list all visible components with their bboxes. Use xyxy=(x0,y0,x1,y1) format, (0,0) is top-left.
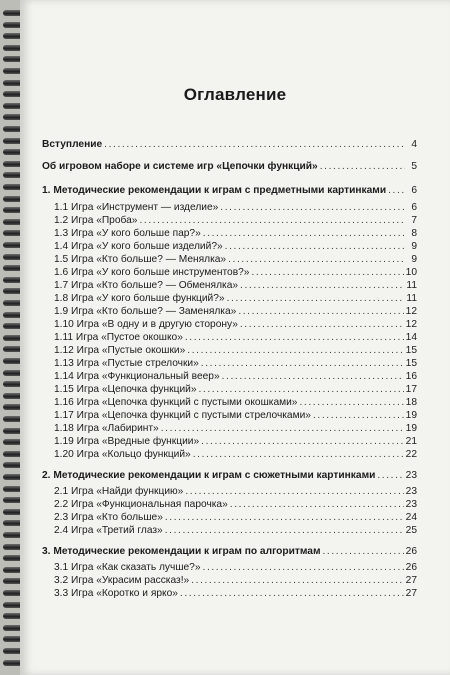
dot-leader xyxy=(238,305,403,319)
toc-entry xyxy=(42,318,417,332)
toc-section xyxy=(42,160,417,174)
toc-page-number: 23 xyxy=(405,470,417,481)
toc-label: 1.2 Игра «Проба» xyxy=(54,215,138,226)
toc-entry xyxy=(42,383,417,397)
page-title: Оглавление xyxy=(183,85,287,104)
toc-page-number: 19 xyxy=(405,423,417,434)
toc-entry xyxy=(42,396,417,410)
toc-label: 1.12 Игра «Пустые окошки» xyxy=(54,345,186,356)
dot-leader xyxy=(230,498,404,512)
dot-leader xyxy=(185,331,404,345)
toc-entry xyxy=(42,561,417,575)
toc-label: 1.5 Игра «Кто больше? — Менялка» xyxy=(54,254,227,265)
toc-section xyxy=(42,184,417,198)
toc-label: 2. Методические рекомендации к играм с сюжетными картинками xyxy=(42,470,376,481)
toc-page-number: 10 xyxy=(405,267,417,278)
toc-entry xyxy=(42,279,417,293)
toc-entry xyxy=(42,524,417,538)
dot-leader xyxy=(203,561,404,575)
toc-entry xyxy=(42,435,417,449)
toc-page-number: 27 xyxy=(405,575,417,586)
toc-label: 2.4 Игра «Третий глаз» xyxy=(54,525,163,536)
dot-leader xyxy=(201,357,404,371)
dot-leader xyxy=(220,201,405,215)
toc-entry xyxy=(42,253,417,267)
dot-leader xyxy=(104,138,405,152)
toc-entry xyxy=(42,305,417,319)
toc-page-number: 9 xyxy=(411,254,417,265)
toc-entry xyxy=(42,227,417,241)
toc-entry xyxy=(42,511,417,525)
toc-label: 2.2 Игра «Функциональная парочка» xyxy=(54,499,228,510)
toc-section xyxy=(42,138,417,152)
toc-entry xyxy=(42,214,417,228)
toc-label: 1.1 Игра «Инструмент — изделие» xyxy=(54,202,219,213)
toc-page-number: 18 xyxy=(405,397,417,408)
dot-leader xyxy=(299,396,403,410)
toc-page-number: 7 xyxy=(411,215,417,226)
toc-page-number: 25 xyxy=(405,525,417,536)
toc-label: 1.9 Игра «Кто больше? — Заменялка» xyxy=(54,306,237,317)
toc-page-number: 22 xyxy=(405,449,417,460)
toc-entry xyxy=(42,448,417,462)
dot-leader xyxy=(193,448,404,462)
dot-leader xyxy=(228,253,405,267)
toc-page-number: 15 xyxy=(405,358,417,369)
toc-label: 1.4 Игра «У кого больше изделий?» xyxy=(54,241,223,252)
toc-entry xyxy=(42,344,417,358)
dot-leader xyxy=(322,545,403,559)
dot-leader xyxy=(199,383,404,397)
toc-label: 2.3 Игра «Кто больше» xyxy=(54,512,163,523)
toc-page-number: 6 xyxy=(411,185,417,196)
toc-page-number: 8 xyxy=(411,228,417,239)
toc-page-number: 11 xyxy=(406,293,417,304)
toc-page-number: 5 xyxy=(411,161,417,172)
toc-label: 1.16 Игра «Цепочка функций с пустыми окошками» xyxy=(54,397,298,408)
toc-label: 1.14 Игра «Функциональный веер» xyxy=(54,371,220,382)
toc-page-number: 6 xyxy=(411,202,417,213)
toc-label: 1.17 Игра «Цепочка функций с пустыми стрелочками» xyxy=(54,410,311,421)
toc-page-number: 27 xyxy=(405,588,417,599)
dot-leader xyxy=(377,469,403,483)
toc-page-number: 11 xyxy=(406,280,417,291)
toc-label: 3.3 Игра «Коротко и ярко» xyxy=(54,588,178,599)
dot-leader xyxy=(201,435,404,449)
toc-entry xyxy=(42,587,417,601)
dot-leader xyxy=(185,485,403,499)
toc-label: 1.20 Игра «Кольцо функций» xyxy=(54,449,191,460)
toc-entry xyxy=(42,370,417,384)
toc-label: 2.1 Игра «Найди функцию» xyxy=(54,486,184,497)
toc-page-number: 9 xyxy=(411,241,417,252)
toc-page-number: 14 xyxy=(405,332,417,343)
toc-label: 1.13 Игра «Пустые стрелочки» xyxy=(54,358,199,369)
toc-entry xyxy=(42,331,417,345)
dot-leader xyxy=(240,318,404,332)
toc-section xyxy=(42,545,417,559)
toc-label: 3.2 Игра «Украсим рассказ!» xyxy=(54,575,190,586)
dot-leader xyxy=(227,292,405,306)
toc-label: 3. Методические рекомендации к играм по алгоритмам xyxy=(42,546,321,557)
toc-label: Вступление xyxy=(42,139,103,150)
toc-entry xyxy=(42,201,417,215)
dot-leader xyxy=(320,160,405,174)
toc-entry xyxy=(42,292,417,306)
toc-entry xyxy=(42,266,417,280)
toc-label: 1.3 Игра «У кого больше пар?» xyxy=(54,228,201,239)
toc-page-number: 16 xyxy=(405,371,417,382)
toc-page-number: 26 xyxy=(405,562,417,573)
dot-leader xyxy=(191,574,403,588)
dot-leader xyxy=(222,370,404,384)
toc-page-number: 4 xyxy=(411,139,417,150)
toc-page-number: 21 xyxy=(405,436,417,447)
toc-label: 1.11 Игра «Пустое окошко» xyxy=(54,332,183,343)
toc-label: 1. Методические рекомендации к играм с предметными картинками xyxy=(42,185,387,196)
toc-label: 1.15 Игра «Цепочка функций» xyxy=(54,384,197,395)
toc-label: 3.1 Игра «Как сказать лучше?» xyxy=(54,562,201,573)
toc-label: 1.7 Игра «Кто больше? — Обменялка» xyxy=(54,280,239,291)
dot-leader xyxy=(388,184,405,198)
dot-leader xyxy=(251,266,403,280)
toc-page-number: 23 xyxy=(405,486,417,497)
toc-page-number: 17 xyxy=(405,384,417,395)
dot-leader xyxy=(240,279,404,293)
toc-page-number: 12 xyxy=(405,319,417,330)
toc-label: 1.6 Игра «У кого больше инструментов?» xyxy=(54,267,250,278)
toc-page-number: 23 xyxy=(405,499,417,510)
toc-page-number: 12 xyxy=(405,306,417,317)
toc-label: 1.19 Игра «Вредные функции» xyxy=(54,436,200,447)
toc-page-number: 15 xyxy=(405,345,417,356)
dot-leader xyxy=(180,587,404,601)
toc-section xyxy=(42,469,417,483)
toc-label: 1.18 Игра «Лабиринт» xyxy=(54,423,159,434)
toc-page-number: 19 xyxy=(405,410,417,421)
dot-leader xyxy=(139,214,405,228)
toc-entry xyxy=(42,240,417,254)
dot-leader xyxy=(225,240,405,254)
toc-label: 1.10 Игра «В одну и в другую сторону» xyxy=(54,319,238,330)
dot-leader xyxy=(313,409,404,423)
toc-entry xyxy=(42,422,417,436)
toc-entry xyxy=(42,498,417,512)
toc-entry xyxy=(42,574,417,588)
toc-label: Об игровом наборе и системе игр «Цепочки функций» xyxy=(42,161,318,172)
toc-entry xyxy=(42,357,417,371)
toc-page-number: 26 xyxy=(405,546,417,557)
dot-leader xyxy=(161,422,404,436)
dot-leader xyxy=(203,227,405,241)
toc-entry xyxy=(42,409,417,423)
toc-entry xyxy=(42,485,417,499)
dot-leader xyxy=(165,511,404,525)
dot-leader xyxy=(165,524,404,538)
dot-leader xyxy=(187,344,403,358)
toc-label: 1.8 Игра «У кого больше функций?» xyxy=(54,293,225,304)
toc-page-number: 24 xyxy=(405,512,417,523)
